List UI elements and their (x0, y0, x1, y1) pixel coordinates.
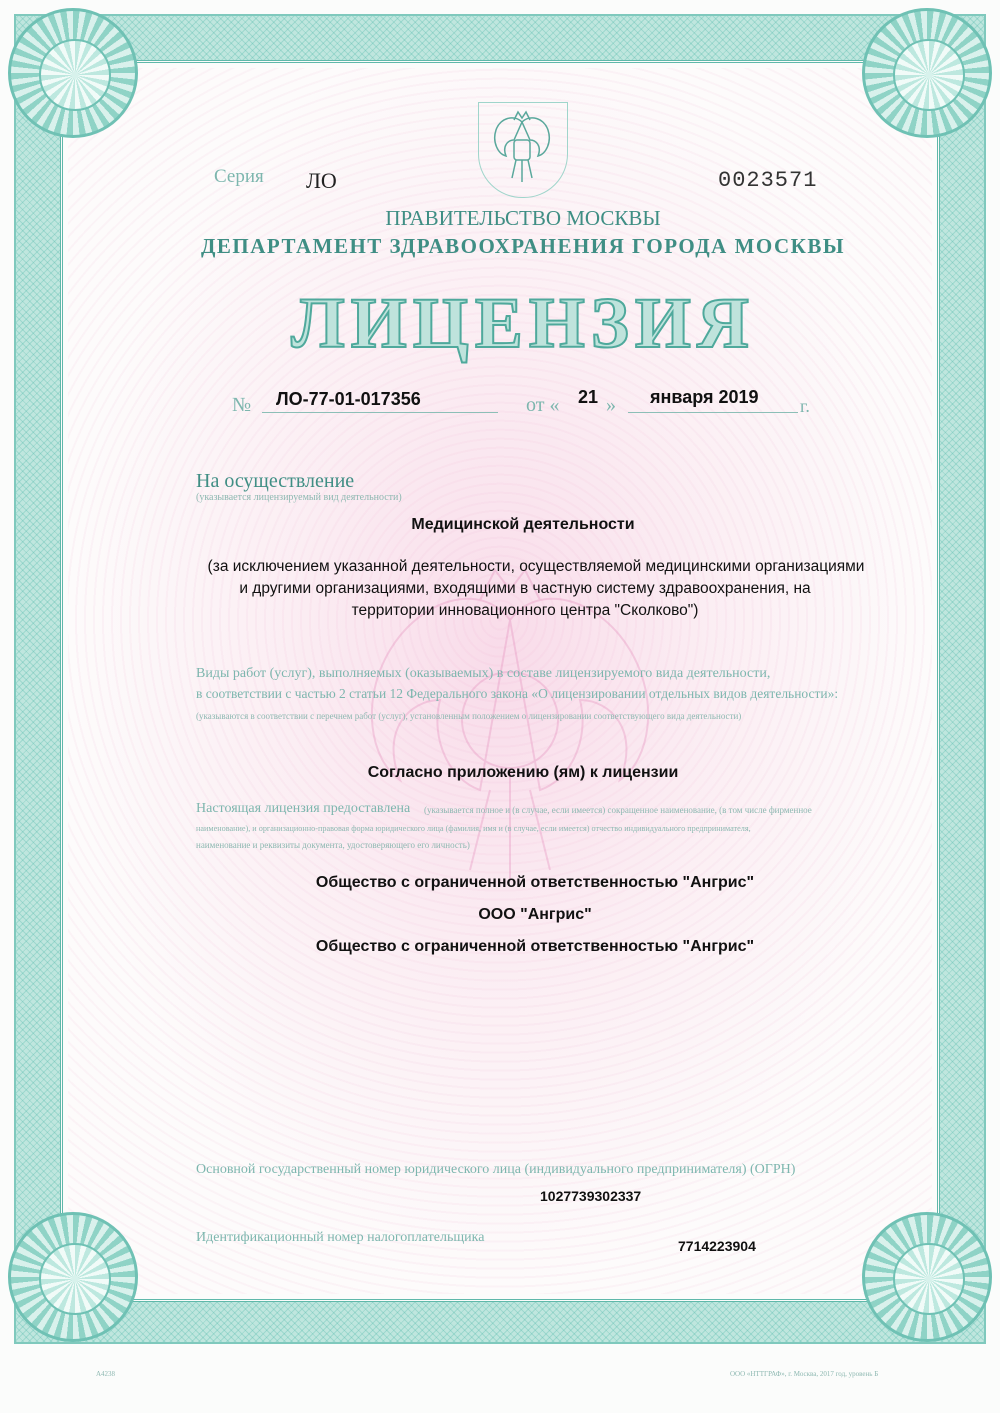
org-full-name: Общество с ограниченной ответственностью "Ангрис" (315, 874, 755, 891)
footer-printer: ООО «НТТГРАФ», г. Москва, 2017 год, уровень Б (730, 1370, 879, 1378)
activity-detail-line-2: и другими организациями, входящими в частную систему здравоохранения, на (239, 580, 811, 597)
coat-of-arms-icon (488, 110, 556, 188)
date-underline (628, 412, 798, 413)
license-number-underline (262, 412, 498, 413)
granted-label: Настоящая лицензия предоставлена (196, 801, 411, 816)
corner-rosette-bottom-left (8, 1212, 138, 1342)
number-label: № (232, 394, 252, 416)
series-label: Серия (214, 166, 264, 187)
granted-hint-line-1: (указывается полное и (в случае, если имеется) сокращенное наименование, (в том числе фирменное (424, 805, 812, 815)
granted-hint-line-3: наименование и реквизиты документа, удостоверяющего его личность) (196, 840, 470, 850)
activity-value: Медицинской деятельности (411, 516, 635, 533)
ogrn-label: Основной государственный номер юридического лица (индивидуального предпринимателя) (ОГРН) (196, 1162, 796, 1177)
works-value: Согласно приложению (ям) к лицензии (367, 764, 679, 781)
activity-label: На осуществление (196, 470, 355, 492)
date-quote-close: » (606, 394, 616, 416)
works-label-line-1: Виды работ (услуг), выполняемых (оказываемых) в составе лицензируемого вида деятельности, (196, 666, 771, 681)
inn-label: Идентификационный номер налогоплательщика (196, 1230, 485, 1245)
series-value: ЛО (306, 168, 337, 193)
activity-detail-line-3: территории инновационного центра "Сколково") (351, 602, 699, 619)
corner-rosette-top-left (8, 8, 138, 138)
ogrn-value: 1027739302337 (540, 1188, 642, 1204)
date-from-label: от « (526, 394, 560, 416)
serial-number: 0023571 (718, 168, 818, 193)
issuer-line1: ПРАВИТЕЛЬСТВО МОСКВЫ (385, 206, 661, 230)
license-number: ЛО-77-01-017356 (276, 389, 421, 409)
works-label-line-2: в соответствии с частью 2 статьи 12 Федерального закона «О лицензировании отдельных видов деятельности»: (196, 686, 839, 701)
corner-rosette-bottom-right (862, 1212, 992, 1342)
footer-form-code: А4238 (96, 1370, 116, 1378)
year-suffix: г. (800, 396, 810, 416)
document-title: ЛИЦЕНЗИЯ (291, 283, 755, 363)
works-hint: (указываются в соответствии с перечнем работ (услуг), установленным положением о лицензировании соответствующего вида деятельности) (196, 711, 742, 721)
granted-hint-line-2: наименование), и организационно-правовая форма юридического лица (фамилия, имя и (в случае, если имеется) отчество индивидуального предпринимателя, (196, 824, 751, 833)
org-short-name: ООО "Ангрис" (478, 906, 592, 923)
org-brand-name: Общество с ограниченной ответственностью "Ангрис" (315, 938, 755, 955)
corner-rosette-top-right (862, 8, 992, 138)
inn-value: 7714223904 (678, 1238, 756, 1254)
activity-hint: (указывается лицензируемый вид деятельности) (196, 492, 402, 503)
activity-detail-line-1: (за исключением указанной деятельности, осуществляемой медицинскими организациями (207, 558, 865, 575)
issuer-line2: ДЕПАРТАМЕНТ ЗДРАВООХРАНЕНИЯ ГОРОДА МОСКВЫ (200, 234, 846, 258)
date-day: 21 (578, 387, 599, 407)
date-month-year: января 2019 (650, 387, 759, 407)
